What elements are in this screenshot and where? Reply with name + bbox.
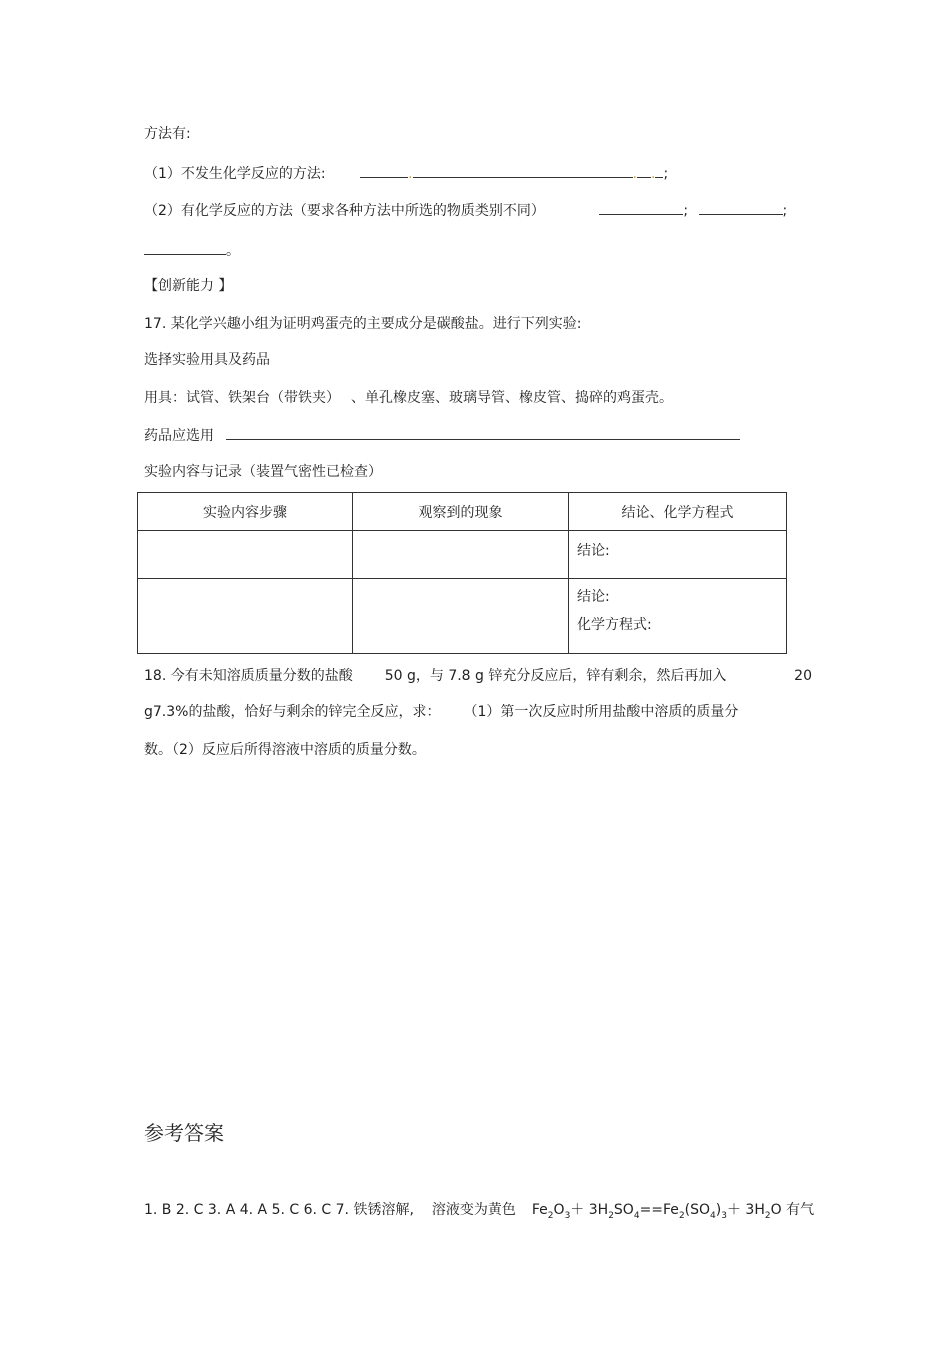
header-conclusion: 结论、化学方程式: [569, 493, 787, 531]
method3-line: [144, 240, 240, 261]
formula-part: ): [715, 1202, 722, 1218]
header-steps: 实验内容步骤: [138, 493, 353, 531]
tools-text-a: 用具：试管、铁架台（带铁夹）: [144, 390, 333, 406]
mark-dot: .: [408, 166, 413, 182]
answer-blank[interactable]: [699, 200, 783, 215]
table-row: [138, 579, 787, 654]
answer-7-text: 溶液变为黄色: [431, 1202, 516, 1218]
cell-conclusion[interactable]: [569, 531, 787, 579]
header-phenomena: 观察到的现象: [353, 493, 569, 531]
answers-title: 参考答案: [144, 1121, 224, 1145]
question-17: 17. 某化学兴趣小组为证明鸡蛋壳的主要成分是碳酸盐。进行下列实验:: [144, 316, 582, 332]
q18-text-b: 50 g，与 7.8 g 锌充分反应后，锌有剩余，然后再加入: [384, 668, 727, 684]
semicolon: ;: [683, 203, 689, 219]
select-tools-heading: 选择实验用具及药品: [144, 352, 270, 368]
method2-line: [144, 200, 787, 221]
mark-dot: .: [632, 166, 637, 182]
formula-subscript: 3: [564, 1210, 571, 1221]
question-18-line2: [144, 702, 738, 722]
mark-dot: .: [650, 166, 656, 182]
formula-part: ==Fe: [639, 1202, 679, 1218]
methods-intro: 方法有:: [144, 126, 191, 142]
q18-text-e: （1）第一次反应时所用盐酸中溶质的质量分: [470, 704, 739, 720]
q18-text-d: g7.3%的盐酸，恰好与剩余的锌完全反应，求：: [144, 704, 441, 720]
semicolon: ;: [663, 166, 669, 182]
answer-blank[interactable]: [599, 200, 683, 215]
formula-subscript: 4: [633, 1210, 640, 1221]
formula-part: O: [553, 1202, 565, 1218]
equation-label: 化学方程式:: [577, 617, 652, 633]
formula-part: SO: [613, 1202, 634, 1218]
answer-blank[interactable]: [637, 163, 651, 178]
formula-subscript: 3: [721, 1210, 727, 1221]
formula-part: O 有气: [770, 1202, 815, 1218]
formula-subscript: 2: [764, 1210, 771, 1221]
answer-blank[interactable]: [360, 163, 408, 178]
period: 。: [226, 243, 240, 259]
q18-text-c: 20: [794, 668, 812, 684]
semicolon: ;: [782, 203, 788, 219]
formula-part: Fe: [531, 1202, 548, 1218]
experiment-table: [137, 492, 787, 654]
drugs-label: 药品应选用: [144, 428, 214, 444]
formula-subscript: 2: [608, 1210, 614, 1221]
conclusion-label: 结论:: [577, 589, 610, 605]
formula-part: (SO: [684, 1202, 711, 1218]
formula-subscript: 2: [678, 1210, 685, 1221]
cell-steps[interactable]: [138, 531, 353, 579]
method2-label: （2）有化学反应的方法（要求各种方法中所选的物质类别不同）: [144, 203, 545, 219]
question-18-line1: [144, 666, 812, 686]
formula-subscript: 2: [547, 1210, 554, 1221]
answer-blank[interactable]: [413, 163, 633, 178]
formula-subscript: 4: [710, 1210, 716, 1221]
answer-blank[interactable]: [144, 240, 226, 255]
cell-phenomena[interactable]: [353, 579, 569, 654]
record-heading: 实验内容与记录（装置气密性已检查）: [144, 464, 382, 480]
cell-steps[interactable]: [138, 579, 353, 654]
cell-phenomena[interactable]: [353, 531, 569, 579]
tools-text-b: 、单孔橡皮塞、玻璃导管、橡皮管、捣碎的鸡蛋壳。: [351, 390, 673, 406]
conclusion-label: 结论:: [577, 543, 610, 559]
tools-line: [144, 388, 673, 408]
question-18-line3: 数。（2）反应后所得溶液中溶质的质量分数。: [144, 742, 426, 758]
formula-part: ＋ 3H: [570, 1202, 609, 1218]
answers-line: [144, 1200, 814, 1226]
section-innovation: 【创新能力 】: [144, 278, 233, 294]
answers-choices: 1. B 2. C 3. A 4. A 5. C 6. C 7. 铁锈溶解,: [144, 1202, 414, 1218]
formula-part: ＋ 3H: [726, 1202, 765, 1218]
cell-conclusion[interactable]: [569, 579, 787, 654]
method1-label: （1）不发生化学反应的方法:: [144, 166, 326, 182]
drugs-blank[interactable]: [226, 425, 740, 440]
q18-text-a: 18. 今有未知溶质质量分数的盐酸: [144, 668, 353, 684]
method1-line: [144, 163, 668, 184]
drugs-line: [144, 425, 740, 446]
table-row: [138, 531, 787, 579]
